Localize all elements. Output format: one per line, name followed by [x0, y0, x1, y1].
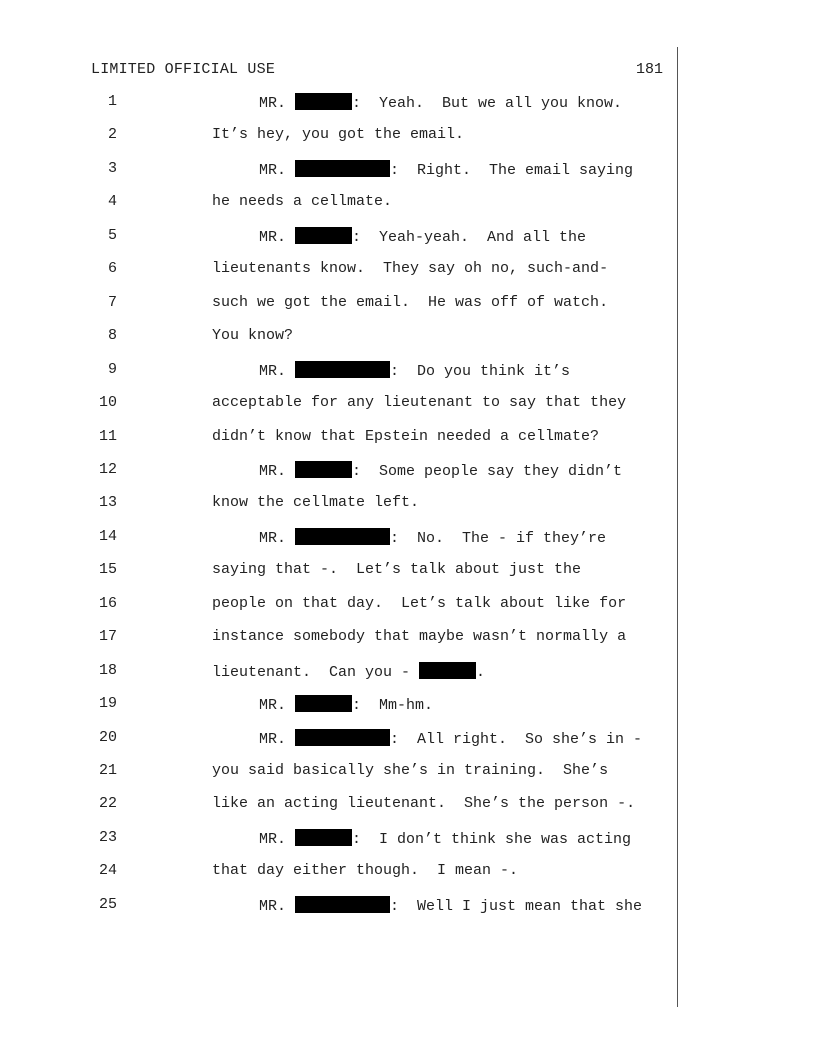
- continuation-line: [212, 327, 293, 344]
- line-content: lieutenant. Can you -: [212, 663, 420, 681]
- transcript-line: [0, 795, 816, 817]
- transcript-line: [0, 294, 816, 316]
- speaker-line: [259, 829, 631, 848]
- continuation-line: [212, 561, 581, 578]
- line-content: : Right. The email saying: [390, 161, 634, 179]
- line-content: You know?: [212, 327, 294, 345]
- line-number: 2: [107, 126, 117, 144]
- line-content: people on that day. Let’s talk about like for: [212, 594, 627, 612]
- speaker-prefix: MR.: [259, 730, 296, 748]
- line-number: 12: [98, 460, 117, 478]
- continuation-line: [212, 862, 518, 879]
- speaker-prefix: MR.: [259, 362, 296, 380]
- classification-header: LIMITED OFFICIAL USE: [91, 61, 276, 78]
- speaker-prefix: MR.: [259, 161, 296, 179]
- transcript-line: [0, 896, 816, 918]
- continuation-line: [212, 428, 599, 445]
- line-content: : Some people say they didn’t: [352, 462, 623, 480]
- line-number: 11: [98, 427, 117, 445]
- transcript-line: [0, 528, 816, 550]
- continuation-line: [212, 494, 419, 511]
- redaction-box: [295, 729, 390, 746]
- speaker-prefix: MR.: [259, 697, 296, 715]
- line-content: that day either though. I mean -.: [212, 862, 519, 880]
- line-number: 16: [98, 594, 117, 612]
- redaction-box: [419, 662, 476, 679]
- line-content: : All right. So she’s in -: [390, 730, 643, 748]
- continuation-line: [212, 126, 464, 143]
- transcript-line: [0, 461, 816, 483]
- line-content: : Well I just mean that she: [390, 897, 643, 915]
- redaction-box: [295, 695, 352, 712]
- line-content: you said basically she’s in training. She’s: [212, 762, 609, 779]
- line-number: 24: [98, 862, 117, 880]
- continuation-line: [212, 294, 608, 311]
- speaker-prefix: MR.: [259, 228, 296, 246]
- speaker-line: [259, 528, 606, 547]
- continuation-line: [212, 394, 626, 411]
- line-content: instance somebody that maybe wasn’t normally a: [212, 628, 627, 646]
- line-number: 22: [98, 795, 117, 813]
- redaction-box: [295, 227, 352, 244]
- line-number: 15: [98, 561, 117, 579]
- line-content: he needs a cellmate.: [212, 193, 393, 211]
- line-number: 13: [98, 494, 117, 512]
- line-number: 10: [98, 394, 117, 412]
- line-content: didn’t know that Epstein needed a cellmate?: [212, 427, 600, 445]
- transcript-line: [0, 327, 816, 349]
- line-content: : I don’t think she was acting: [352, 830, 632, 848]
- redaction-box: [295, 896, 390, 913]
- transcript-line: [0, 193, 816, 215]
- speaker-prefix: MR.: [259, 95, 296, 112]
- transcript-line: [0, 595, 816, 617]
- transcript-line: [0, 428, 816, 450]
- transcript-line: [0, 494, 816, 516]
- line-number: 20: [98, 728, 117, 746]
- line-number: 5: [107, 226, 117, 244]
- line-content: like an acting lieutenant. She’s the person -.: [212, 795, 636, 813]
- transcript-line: [0, 93, 816, 115]
- transcript-line: [0, 695, 816, 717]
- continuation-line: [212, 795, 635, 812]
- line-number: 19: [98, 695, 117, 713]
- transcript-line: [0, 762, 816, 784]
- redaction-box: [295, 93, 352, 110]
- transcript-line: [0, 829, 816, 851]
- line-content: know the cellmate left.: [212, 494, 420, 512]
- speaker-line: [259, 461, 622, 480]
- line-number: 9: [107, 360, 117, 378]
- line-content: lieutenants know. They say oh no, such-and-: [212, 260, 609, 278]
- transcript-line: [0, 160, 816, 182]
- speaker-prefix: MR.: [259, 462, 296, 480]
- continuation-line: [212, 260, 608, 277]
- continuation-line: [212, 595, 626, 612]
- transcript-line: [0, 260, 816, 282]
- line-number: 21: [98, 762, 117, 779]
- speaker-prefix: MR.: [259, 529, 296, 547]
- speaker-line: [259, 227, 586, 246]
- line-content: acceptable for any lieutenant to say that they: [212, 394, 627, 412]
- speaker-line: [259, 695, 433, 714]
- line-number: 8: [107, 327, 117, 345]
- line-number: 14: [98, 527, 117, 545]
- continuation-line: [212, 762, 608, 779]
- line-number: 7: [107, 293, 117, 311]
- speaker-prefix: MR.: [259, 830, 296, 848]
- line-content: saying that -. Let’s talk about just the: [212, 561, 582, 579]
- speaker-prefix: MR.: [259, 897, 296, 915]
- redaction-box: [295, 160, 390, 177]
- page-number: 181: [636, 61, 664, 78]
- transcript-line: [0, 361, 816, 383]
- speaker-line: [259, 160, 633, 179]
- redaction-box: [295, 829, 352, 846]
- line-number: 3: [107, 159, 117, 177]
- line-number: 1: [107, 93, 117, 110]
- redaction-box: [295, 461, 352, 478]
- continuation-line: [212, 662, 485, 681]
- line-content: : Yeah-yeah. And all the: [352, 228, 587, 246]
- line-number: 25: [98, 895, 117, 913]
- speaker-line: [259, 361, 570, 380]
- speaker-line: [259, 729, 642, 748]
- redaction-box: [295, 361, 390, 378]
- redaction-box: [295, 528, 390, 545]
- line-content: : No. The - if they’re: [390, 529, 607, 547]
- line-content: : Mm-hm.: [352, 697, 434, 715]
- line-content: It’s hey, you got the email.: [212, 126, 465, 144]
- transcript-line: [0, 729, 816, 751]
- line-content: : Do you think it’s: [390, 362, 571, 380]
- line-content: such we got the email. He was off of watch.: [212, 293, 609, 311]
- speaker-line: [259, 896, 642, 915]
- transcript-line: [0, 394, 816, 416]
- line-number: 23: [98, 828, 117, 846]
- line-content: .: [476, 663, 486, 681]
- transcript-line: [0, 628, 816, 650]
- line-number: 4: [107, 193, 117, 211]
- line-number: 18: [98, 661, 117, 679]
- line-number: 17: [98, 628, 117, 646]
- transcript-line: [0, 227, 816, 249]
- line-content: : Yeah. But we all you know.: [352, 95, 623, 112]
- transcript-line: [0, 862, 816, 884]
- continuation-line: [212, 193, 392, 210]
- transcript-line: [0, 126, 816, 148]
- transcript-line: [0, 561, 816, 583]
- line-number: 6: [107, 260, 117, 278]
- continuation-line: [212, 628, 626, 645]
- speaker-line: [259, 93, 622, 112]
- transcript-line: [0, 662, 816, 684]
